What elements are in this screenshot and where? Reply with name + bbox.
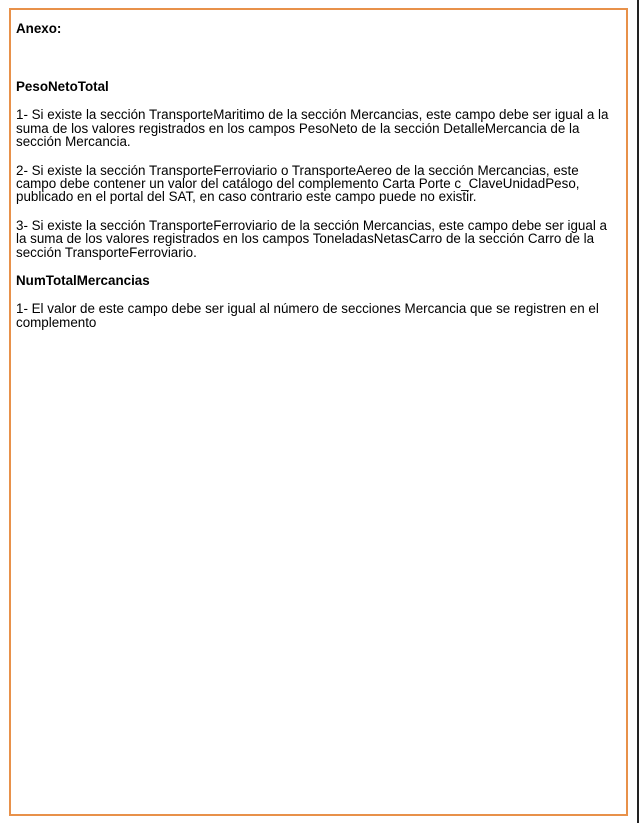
rule-paragraph: 1- Si existe la sección TransporteMaritimo de la sección Mercancias, este campo debe ser igual a la suma de los valores registrados en los campos PesoNeto de la sección DetalleMercancia de la sección Mercancia. bbox=[16, 107, 609, 150]
rule-paragraph: 2- Si existe la sección TransporteFerroviario o TransporteAereo de la sección Mercancias, este campo debe contener un valor del catálogo del complemento Carta Porte c_ClaveUnidadPeso, publicado en el portal del SAT, en caso contrario este campo puede no existir. bbox=[16, 162, 580, 205]
rule-paragraph: 1- El valor de este campo debe ser igual al número de secciones Mercancia que se registren en el complemento bbox=[16, 301, 599, 330]
field-title-pesonetototal: PesoNetoTotal bbox=[16, 79, 109, 94]
annex-box bbox=[9, 8, 628, 816]
rule-paragraph: 3- Si existe la sección TransporteFerroviario de la sección Mercancias, este campo debe ser igual a la suma de los valores registrados en los campos ToneladasNetasCarro de la sección Carro de la sección TransporteFerroviario. bbox=[16, 217, 607, 260]
field-title-numtotalmercancias: NumTotalMercancias bbox=[16, 273, 150, 289]
annex-heading: Anexo: bbox=[16, 21, 62, 36]
annex-content bbox=[16, 22, 620, 329]
